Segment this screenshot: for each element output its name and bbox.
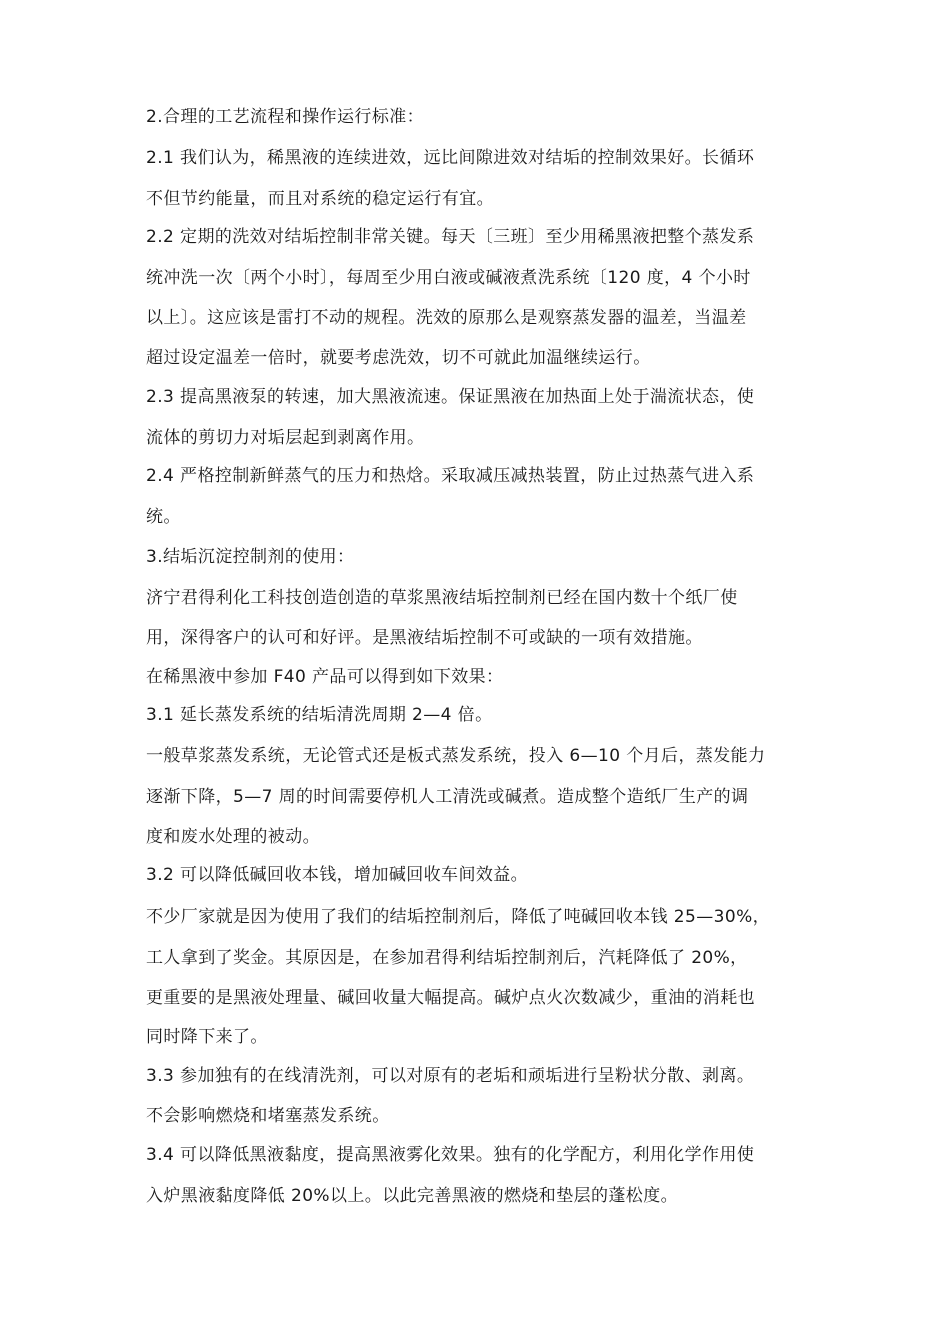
paragraph-line: 一般草浆蒸发系统，无论管式还是板式蒸发系统，投入 6—10 个月后，蒸发能力: [146, 746, 766, 766]
paragraph-line: 不会影响燃烧和堵塞蒸发系统。: [146, 1106, 390, 1126]
paragraph-line: 用，深得客户的认可和好评。是黑液结垢控制不可或缺的一项有效措施。: [146, 628, 703, 648]
paragraph-line: 同时降下来了。: [146, 1027, 268, 1047]
paragraph-line: 不少厂家就是因为使用了我们的结垢控制剂后，降低了吨碱回收本钱 25—30%，: [146, 907, 771, 927]
paragraph-line: 3.1 延长蒸发系统的结垢清洗周期 2—4 倍。: [146, 705, 493, 725]
paragraph-line: 统冲洗一次〔两个小时〕，每周至少用白液或碱液煮洗系统〔120 度，4 个小时: [146, 268, 751, 288]
paragraph-line: 3.3 参加独有的在线清洗剂，可以对原有的老垢和顽垢进行呈粉状分散、剥离。: [146, 1066, 755, 1086]
paragraph-line: 3.2 可以降低碱回收本钱，增加碱回收车间效益。: [146, 865, 529, 885]
paragraph-line: 度和废水处理的被动。: [146, 827, 320, 847]
paragraph-line: 不但节约能量，而且对系统的稳定运行有宜。: [146, 189, 494, 209]
paragraph-line: 入炉黑液黏度降低 20%以上。以此完善黑液的燃烧和垫层的蓬松度。: [146, 1186, 678, 1206]
paragraph-line: 2.2 定期的洗效对结垢控制非常关键。每天〔三班〕至少用稀黑液把整个蒸发系: [146, 227, 755, 247]
paragraph-line: 以上〕。这应该是雷打不动的规程。洗效的原那么是观察蒸发器的温差，当温差: [146, 308, 747, 328]
paragraph-line: 逐渐下降，5—7 周的时间需要停机人工清洗或碱煮。造成整个造纸厂生产的调: [146, 787, 749, 807]
section-heading: 2.合理的工艺流程和操作运行标准：: [146, 107, 425, 127]
paragraph-line: 2.3 提高黑液泵的转速，加大黑液流速。保证黑液在加热面上处于湍流状态，使: [146, 387, 755, 407]
paragraph-line: 更重要的是黑液处理量、碱回收量大幅提高。碱炉点火次数减少，重油的消耗也: [146, 988, 755, 1008]
paragraph-line: 2.4 严格控制新鲜蒸气的压力和热焓。采取减压减热装置，防止过热蒸气进入系: [146, 466, 755, 486]
paragraph-line: 统。: [146, 507, 181, 527]
paragraph-line: 在稀黑液中参加 F40 产品可以得到如下效果：: [146, 667, 504, 687]
paragraph-line: 工人拿到了奖金。其原因是，在参加君得利结垢控制剂后，汽耗降低了 20%，: [146, 948, 748, 968]
paragraph-line: 2.1 我们认为，稀黑液的连续进效，远比间隙进效对结垢的控制效果好。长循环: [146, 148, 755, 168]
paragraph-line: 济宁君得利化工科技创造创造的草浆黑液结垢控制剂已经在国内数十个纸厂使: [146, 588, 738, 608]
paragraph-line: 3.4 可以降低黑液黏度，提高黑液雾化效果。独有的化学配方，利用化学作用使: [146, 1145, 755, 1165]
paragraph-line: 超过设定温差一倍时，就要考虑洗效，切不可就此加温继续运行。: [146, 348, 651, 368]
paragraph-line: 流体的剪切力对垢层起到剥离作用。: [146, 428, 425, 448]
section-heading: 3.结垢沉淀控制剂的使用：: [146, 547, 355, 567]
